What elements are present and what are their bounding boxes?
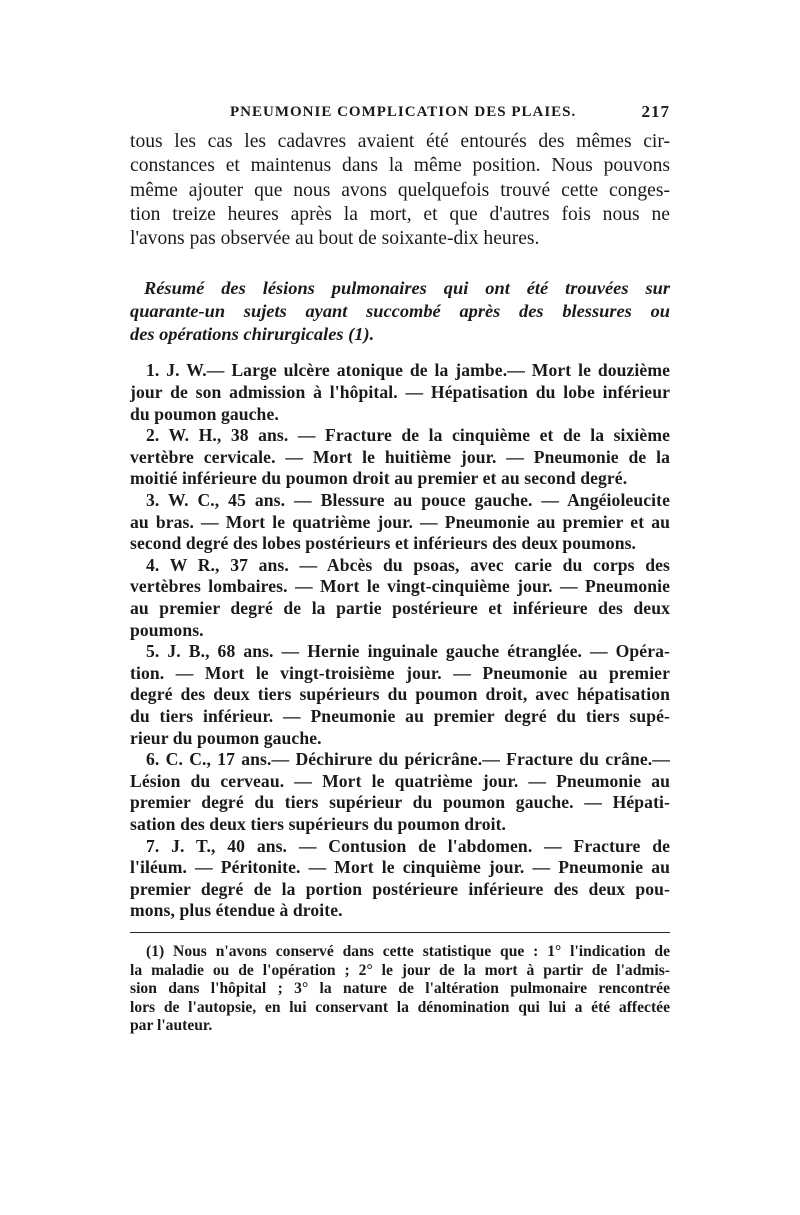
text-line: l'avons pas observée au bout de soixante-dix heures. [130, 228, 540, 250]
case-line: poumons. [130, 619, 204, 640]
case-line: 2. W. H., 38 ans. — Fracture de la cinquième et de la sixième [146, 425, 670, 446]
footnote [130, 943, 670, 1036]
case-line: premier degré du tiers supérieur du poumon gauche. — Hépati- [130, 792, 670, 813]
intro-paragraph [130, 130, 670, 251]
case-list [130, 360, 670, 921]
case-line: 6. C. C., 17 ans.— Déchirure du péricrâne.— Fracture du crâne.— [146, 749, 670, 770]
case-line: second degré des lobes postérieurs et inférieurs des deux poumons. [130, 533, 637, 554]
footnote-line: (1) Nous n'avons conservé dans cette statistique que : 1° l'indication de [146, 942, 670, 960]
case-entry [130, 490, 670, 555]
section-heading [130, 277, 670, 346]
case-line: 3. W. C., 45 ans. — Blessure au pouce gauche. — Angéioleucite [146, 490, 670, 511]
footnote-line: par l'auteur. [130, 1017, 213, 1035]
case-line: premier degré de la portion postérieure inférieure des deux pou- [130, 878, 670, 899]
heading-line: quarante-un sujets ayant succombé après des blessures ou [130, 301, 670, 322]
text-line: tion treize heures après la mort, et que d'autres fois nous ne [130, 203, 670, 225]
footnote-line: la maladie ou de l'opération ; 2° le jour de la mort à partir de l'admis- [130, 961, 670, 979]
case-entry [130, 425, 670, 490]
case-entry [130, 641, 670, 749]
text-line: tous les cas les cadavres avaient été entourés des mêmes cir- [130, 131, 670, 152]
case-entry [130, 836, 670, 922]
footnote-divider [130, 932, 670, 933]
case-line: mons, plus étendue à droite. [130, 900, 343, 921]
running-head [130, 100, 670, 124]
case-line: 7. J. T., 40 ans. — Contusion de l'abdomen. — Fracture de [146, 835, 670, 856]
book-page [130, 100, 670, 1036]
running-head-title: PNEUMONIE COMPLICATION DES PLAIES. [230, 104, 577, 120]
case-line: l'iléum. — Péritonite. — Mort le cinquième jour. — Pneumonie au [130, 857, 670, 878]
case-line: du tiers inférieur. — Pneumonie au premier degré du tiers supé- [130, 705, 670, 726]
text-line: constances et maintenus dans la même position. Nous pouvons [130, 155, 670, 177]
footnote-line: lors de l'autopsie, en lui conservant la dénomination qui lui a été affectée [130, 998, 670, 1016]
case-line: 5. J. B., 68 ans. — Hernie inguinale gauche étranglée. — Opéra- [146, 641, 670, 662]
case-line: au bras. — Mort le quatrième jour. — Pneumonie au premier et au [130, 511, 670, 532]
case-entry [130, 749, 670, 835]
case-line: 4. W R., 37 ans. — Abcès du psoas, avec carie du corps des [146, 554, 670, 575]
case-line: vertèbres lombaires. — Mort le vingt-cinquième jour. — Pneumonie [130, 576, 670, 597]
footnote-line: sion dans l'hôpital ; 3° la nature de l'altération pulmonaire rencontrée [130, 980, 670, 998]
text-line: même ajouter que nous avons quelquefois trouvé cette conges- [130, 179, 670, 201]
case-entry [130, 555, 670, 641]
case-line: vertèbre cervicale. — Mort le huitième jour. — Pneumonie de la [130, 446, 670, 467]
case-line: du poumon gauche. [130, 403, 279, 424]
case-line: Lésion du cerveau. — Mort le quatrième jour. — Pneumonie au [130, 770, 670, 791]
case-line: sation des deux tiers supérieurs du poumon droit. [130, 813, 507, 834]
heading-line: Résumé des lésions pulmonaires qui ont été trouvées sur [144, 278, 670, 299]
case-line: au premier degré de la partie postérieure et inférieure des deux [130, 598, 670, 619]
case-line: degré des deux tiers supérieurs du poumon droit, avec hépatisation [130, 684, 670, 705]
case-line: jour de son admission à l'hôpital. — Hépatisation du lobe inférieur [130, 382, 670, 403]
heading-line: des opérations chirurgicales (1). [130, 324, 375, 345]
page-number: 217 [641, 102, 670, 121]
case-line: rieur du poumon gauche. [130, 727, 322, 748]
case-line: 1. J. W.— Large ulcère atonique de la jambe.— Mort le douzième [146, 360, 670, 381]
case-line: tion. — Mort le vingt-troisième jour. — Pneumonie au premier [130, 662, 670, 683]
case-entry [130, 360, 670, 425]
case-line: moitié inférieure du poumon droit au premier et au second degré. [130, 468, 628, 489]
